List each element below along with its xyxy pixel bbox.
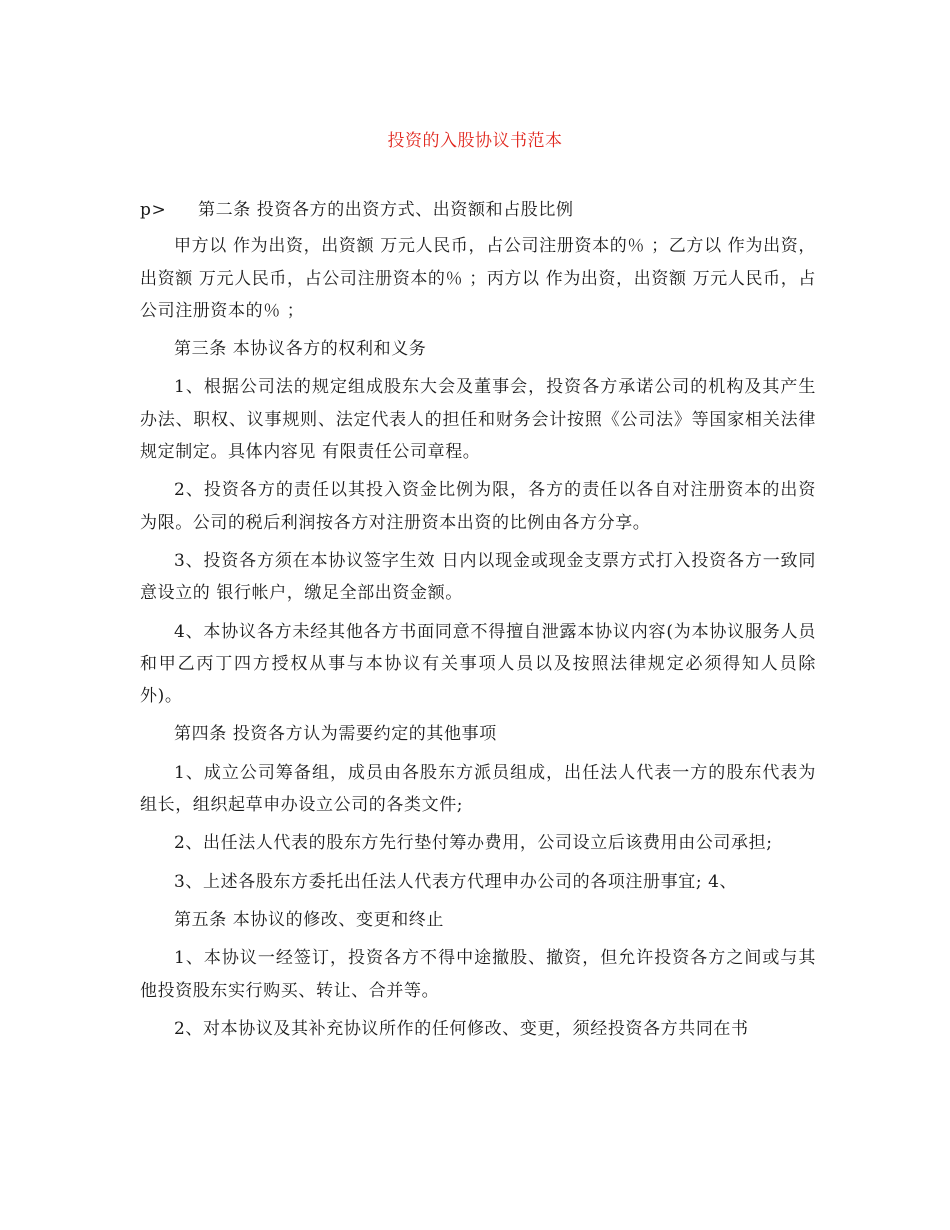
article-3-heading: 第三条 本协议各方的权利和义务 xyxy=(174,339,427,360)
article-5-clause-2: 2、对本协议及其补充协议所作的任何修改、变更，须经投资各方共同在书 xyxy=(174,1018,749,1039)
stray-marker: p> xyxy=(140,200,167,220)
document-body xyxy=(140,194,816,1051)
article-4-clause-2: 2、出任法人代表的股东方先行垫付筹办费用，公司设立后该费用由公司承担; xyxy=(174,833,773,854)
article-5-heading: 第五条 本协议的修改、变更和终止 xyxy=(174,909,445,930)
article-2-paragraph: 甲方以 作为出资，出资额 万元人民币，占公司注册资本的％ ；乙方以 作为出资，出资额 万元人民币，占公司注册资本的％ ；丙方以 作为出资，出资额 万元人民币，占公司注册资本的％ ； xyxy=(140,236,816,321)
article-3-clause-2: 2、投资各方的责任以其投入资金比例为限，各方的责任以各自对注册资本的出资为限。公司的税后利润按各方对注册资本出资的比例由各方分享。 xyxy=(140,480,816,533)
article-2-heading xyxy=(140,194,816,226)
article-4-clause-3: 3、上述各股东方委托出任法人代表方代理申办公司的各项注册事宜; 4、 xyxy=(174,871,738,892)
article-5-clause-1: 1、本协议一经签订，投资各方不得中途撤股、撤资，但允许投资各方之间或与其他投资股东实行购买、转让、合并等。 xyxy=(140,948,816,1001)
document-title: 投资的入股协议书范本 xyxy=(387,131,563,151)
article-3-clause-3: 3、投资各方须在本协议签字生效 日内以现金或现金支票方式打入投资各方一致同意设立的 银行帐户，缴足全部出资金额。 xyxy=(140,550,816,604)
article-3-clause-4: 4、本协议各方未经其他各方书面同意不得擅自泄露本协议内容(为本协议服务人员和甲乙丙丁四方授权从事与本协议有关事项人员以及按照法律规定必须得知人员除外)。 xyxy=(140,621,816,707)
article-4-clause-1: 1、成立公司筹备组，成员由各股东方派员组成，出任法人代表一方的股东代表为组长，组织起草申办设立公司的各类文件; xyxy=(140,762,816,816)
heading-text: 第二条 投资各方的出资方式、出资额和占股比例 xyxy=(198,200,574,220)
article-3-clause-1: 1、根据公司法的规定组成股东大会及董事会，投资各方承诺公司的机构及其产生办法、职权、议事规则、法定代表人的担任和财务会计按照《公司法》等国家相关法律规定制定。具体内容见 有限责任公司章程。 xyxy=(140,377,816,463)
article-4-heading: 第四条 投资各方认为需要约定的其他事项 xyxy=(174,724,497,745)
